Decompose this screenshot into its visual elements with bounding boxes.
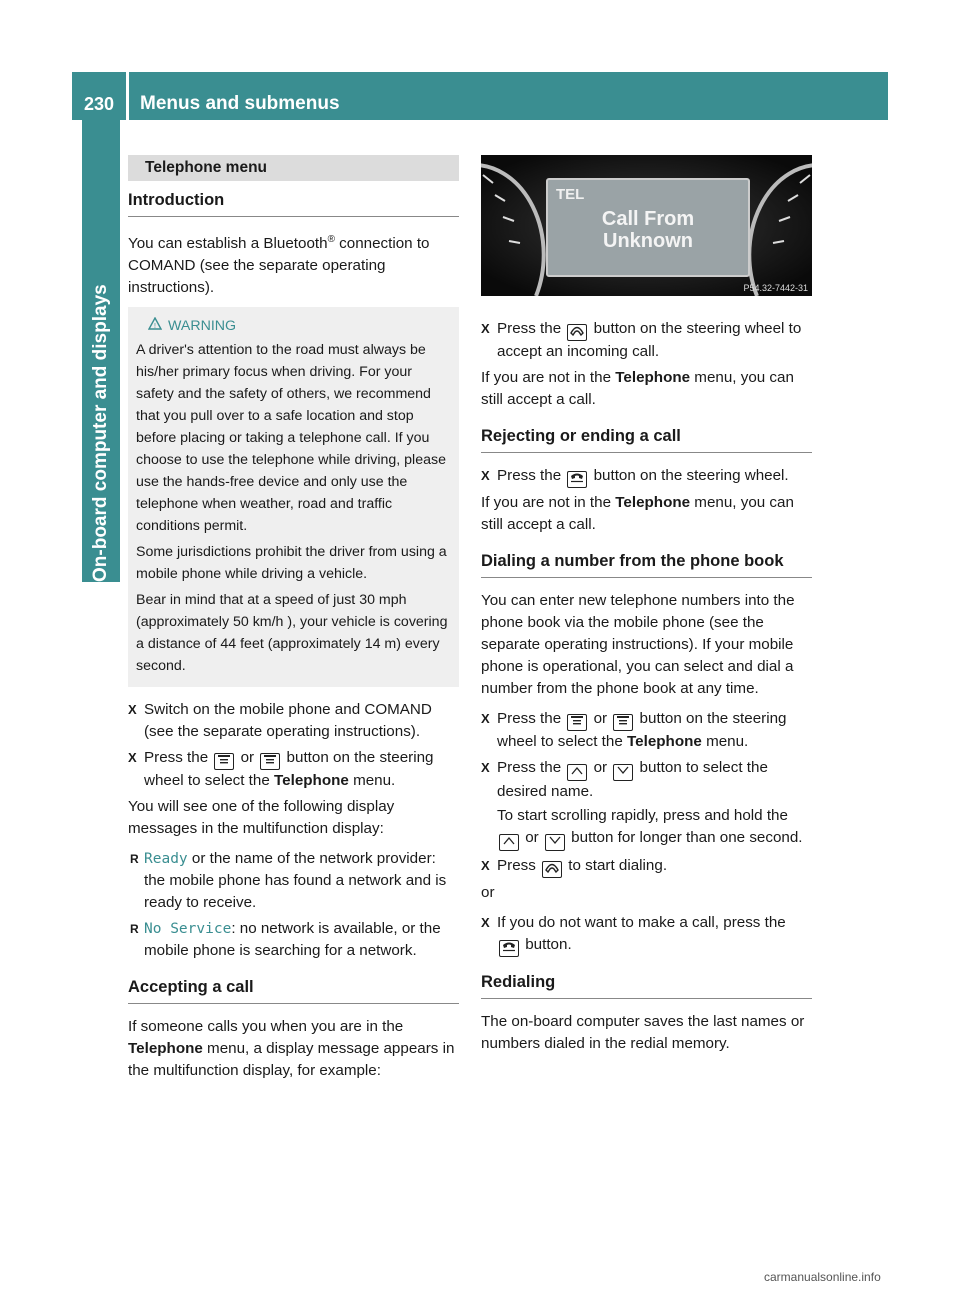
warning-paragraph-2: Some jurisdictions prohibit the driver from using a mobile phone while driving a vehicle. xyxy=(136,544,447,583)
side-tab-label: On-board computer and displays xyxy=(90,284,111,582)
right-column xyxy=(481,318,812,1063)
step-dial-select-name: X Press the or button to select the desired name. To start scrolling rapidly, press and hold the or button for longer than one second. xyxy=(481,757,812,851)
or-text: or xyxy=(481,884,495,901)
photo-caption: P54.32-7442-31 xyxy=(743,283,808,293)
heading-introduction: Introduction xyxy=(128,189,459,217)
arrow-down-button-icon xyxy=(613,764,633,781)
phone-pickup-button-icon xyxy=(542,861,562,878)
step-reject-call: X Press the button on the steering wheel. xyxy=(481,465,812,488)
multifunction-display xyxy=(546,178,750,277)
page-title: Menus and submenus xyxy=(140,93,340,114)
dial-paragraph: You can enter new telephone numbers into the phone book via the mobile phone (see the separate operating instructions). If your mobile phone is operational, you can select and dial a number from the phone book at any time. xyxy=(481,592,795,697)
bullet-ready: R Ready or the name of the network provider: the mobile phone has found a network and is ready to receive. xyxy=(128,848,459,914)
step-start-dialing: X Press to start dialing. xyxy=(481,855,812,878)
heading-redialing: Redialing xyxy=(481,971,812,999)
display-message: Call From Unknown xyxy=(601,208,695,252)
warning-header xyxy=(136,315,451,337)
step-dial-select-telephone: X Press the or button on the steering wheel to select the Telephone menu. xyxy=(481,708,812,753)
menu-back-button-icon xyxy=(567,714,587,731)
arrow-up-button-icon xyxy=(567,764,587,781)
page-number: 230 xyxy=(83,94,115,114)
warning-box xyxy=(128,307,459,687)
arrow-down-button-icon xyxy=(545,834,565,851)
warning-triangle-icon xyxy=(148,315,162,337)
arrow-up-button-icon xyxy=(499,834,519,851)
heading-accepting-call: Accepting a call xyxy=(128,976,459,1004)
heading-rejecting-call: Rejecting or ending a call xyxy=(481,425,812,453)
redial-paragraph: The on-board computer saves the last names or numbers dialed in the redial memory. xyxy=(481,1013,805,1052)
menu-forward-button-icon xyxy=(260,753,280,770)
menu-forward-button-icon xyxy=(613,714,633,731)
display-intro: You will see one of the following display messages in the multifunction display: xyxy=(128,798,395,838)
step-select-telephone: X Press the or button on the steering wheel to select the Telephone menu. xyxy=(128,747,459,792)
display-tel-label: TEL xyxy=(556,186,585,203)
header-divider xyxy=(126,72,129,120)
warning-paragraph-3: Bear in mind that at a speed of just 30 mph (approximately 50 km/h ), your vehicle is covering a distance of 44 feet (approximately 14 m) every second. xyxy=(136,592,448,675)
menu-back-button-icon xyxy=(214,753,234,770)
bullet-no-service: R No Service: no network is available, or the mobile phone is searching for a network. xyxy=(128,918,459,962)
heading-dialing-phone-book: Dialing a number from the phone book xyxy=(481,550,812,578)
intro-paragraph: You can establish a Bluetooth® connection to COMAND (see the separate operating instructions). xyxy=(128,234,430,297)
phone-pickup-button-icon xyxy=(567,324,587,341)
not-in-telephone-note-1: If you are not in the Telephone menu, you can still accept a call. xyxy=(481,369,794,408)
step-cancel-call: X If you do not want to make a call, press the button. xyxy=(481,912,812,957)
footer-watermark: carmanualsonline.info xyxy=(764,1270,881,1284)
warning-paragraph-1: A driver's attention to the road must always be his/her primary focus when driving. For your safety and the safety of others, we recommend that you pull over to a safe location and stop before placing or taking a telephone call. If you choose to use the telephone while driving, please use the hands-free device and only use the telephone when weather, road and traffic conditions permit. xyxy=(136,342,446,535)
section-bar-telephone-menu: Telephone menu xyxy=(128,155,459,181)
accept-paragraph: If someone calls you when you are in the Telephone menu, a display message appears in the multifunction display, for example: xyxy=(128,1018,455,1080)
call-from-unknown-display-photo xyxy=(481,155,812,296)
step-switch-on: X Switch on the mobile phone and COMAND (see the separate operating instructions). xyxy=(128,699,459,743)
svg-text:!: ! xyxy=(154,323,156,331)
warning-label: WARNING xyxy=(168,318,237,335)
step-accept-call: X Press the button on the steering wheel to accept an incoming call. xyxy=(481,318,812,363)
left-column xyxy=(128,155,459,1090)
phone-hangup-button-icon xyxy=(567,471,587,488)
not-in-telephone-note-2: If you are not in the Telephone menu, you can still accept a call. xyxy=(481,494,794,533)
step-dial-scroll-note: To start scrolling rapidly, press and hold the or button for longer than one second. xyxy=(497,805,812,851)
phone-hangup-button-icon xyxy=(499,940,519,957)
